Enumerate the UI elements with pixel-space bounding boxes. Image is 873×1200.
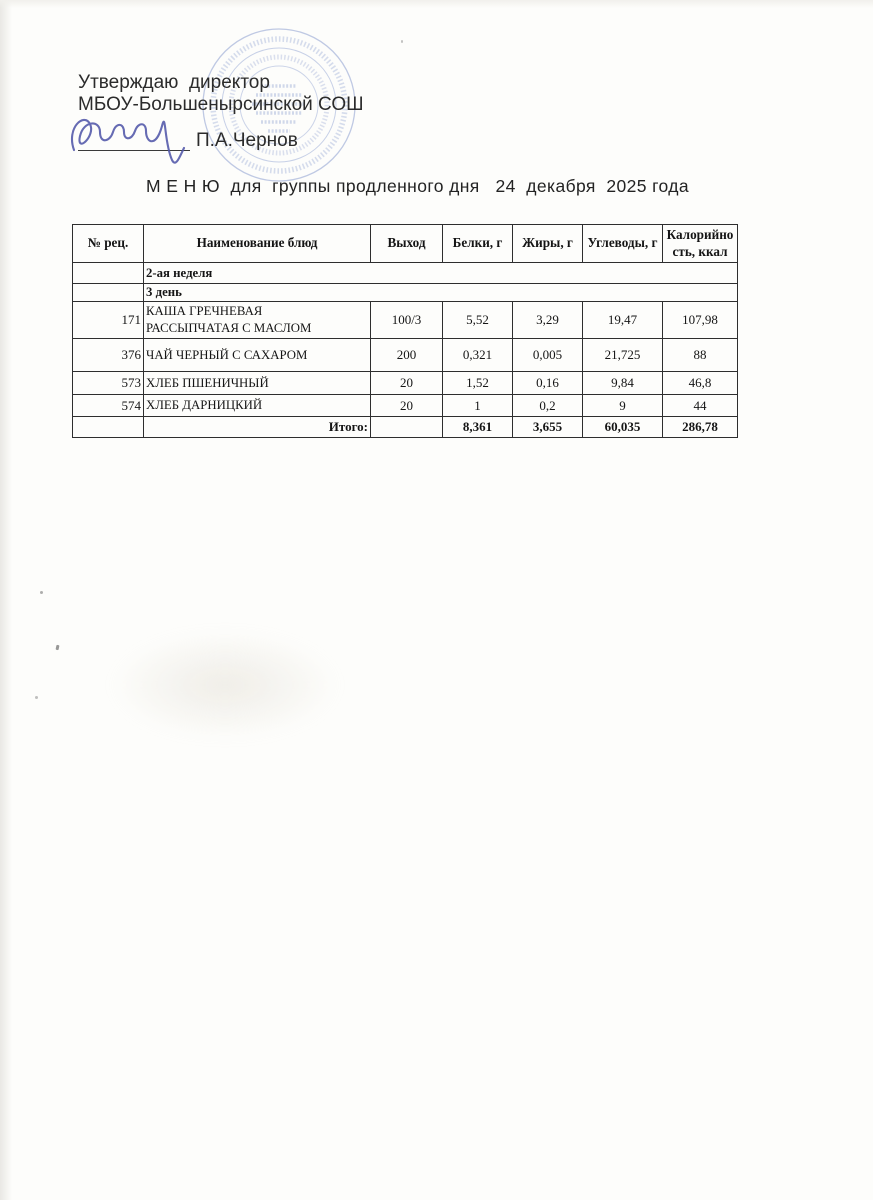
document-title: М Е Н Ю для группы продленного дня 24 декабря 2025 года — [146, 176, 690, 196]
empty-cell — [73, 284, 144, 302]
protein-value: 1,52 — [443, 372, 513, 395]
fat-value: 0,2 — [513, 395, 583, 417]
carbs-value: 21,725 — [583, 339, 663, 372]
col-header-fat: Жиры, г — [513, 225, 583, 263]
protein-value: 5,52 — [443, 302, 513, 339]
signature-row — [78, 130, 364, 156]
calories-value: 46,8 — [663, 372, 738, 395]
scan-speck — [56, 645, 60, 651]
col-header-calories: Калорийно сть, ккал — [663, 225, 738, 263]
approval-line-1: Утверждаю директор — [78, 72, 270, 93]
fat-value: 0,005 — [513, 339, 583, 372]
calories-value: 107,98 — [663, 302, 738, 339]
calories-value: 44 — [663, 395, 738, 417]
output-value: 20 — [371, 372, 443, 395]
table-row — [73, 302, 738, 339]
output-value: 200 — [371, 339, 443, 372]
approval-block — [78, 72, 364, 156]
total-label: Итого: — [144, 417, 371, 438]
table-row — [73, 372, 738, 395]
table-row — [73, 395, 738, 417]
fat-value: 0,16 — [513, 372, 583, 395]
carbs-value: 19,47 — [583, 302, 663, 339]
dish-name: ХЛЕБ ПШЕНИЧНЫЙ — [144, 372, 371, 395]
col-header-dish-name: Наименование блюд — [144, 225, 371, 263]
page-edge-shadow — [0, 0, 12, 1200]
output-value: 20 — [371, 395, 443, 417]
recipe-number: 376 — [73, 339, 144, 372]
total-row — [73, 417, 738, 438]
total-fat: 3,655 — [513, 417, 583, 438]
signatory-name: П.А.Чернов — [196, 130, 298, 151]
col-header-carbs: Углеводы, г — [583, 225, 663, 263]
total-calories: 286,78 — [663, 417, 738, 438]
menu-table — [72, 224, 738, 438]
protein-value: 1 — [443, 395, 513, 417]
protein-value: 0,321 — [443, 339, 513, 372]
empty-cell — [73, 417, 144, 438]
recipe-number: 171 — [73, 302, 144, 339]
recipe-number: 574 — [73, 395, 144, 417]
empty-cell — [371, 417, 443, 438]
output-value: 100/3 — [371, 302, 443, 339]
total-carbs: 60,035 — [583, 417, 663, 438]
empty-cell — [73, 263, 144, 284]
dish-name: КАША ГРЕЧНЕВАЯ РАССЫПЧАТАЯ С МАСЛОМ — [144, 302, 371, 339]
carbs-value: 9 — [583, 395, 663, 417]
scan-smudge — [110, 630, 340, 740]
scan-speck — [401, 40, 403, 43]
week-section-row — [73, 263, 738, 284]
day-label: 3 день — [144, 284, 738, 302]
col-header-protein: Белки, г — [443, 225, 513, 263]
col-header-recipe-no: № рец. — [73, 225, 144, 263]
week-label: 2-ая неделя — [144, 263, 738, 284]
calories-value: 88 — [663, 339, 738, 372]
total-protein: 8,361 — [443, 417, 513, 438]
recipe-number: 573 — [73, 372, 144, 395]
col-header-output: Выход — [371, 225, 443, 263]
table-row — [73, 339, 738, 372]
approval-line-2: МБОУ-Большенырсинской СОШ — [78, 94, 364, 115]
scan-speck — [40, 591, 43, 594]
handwritten-signature — [60, 98, 210, 168]
day-section-row — [73, 284, 738, 302]
carbs-value: 9,84 — [583, 372, 663, 395]
table-header-row — [73, 225, 738, 263]
dish-name: ХЛЕБ ДАРНИЦКИЙ — [144, 395, 371, 417]
dish-name: ЧАЙ ЧЕРНЫЙ С САХАРОМ — [144, 339, 371, 372]
scan-speck — [35, 696, 38, 699]
page-edge-shadow-top — [0, 0, 873, 8]
fat-value: 3,29 — [513, 302, 583, 339]
